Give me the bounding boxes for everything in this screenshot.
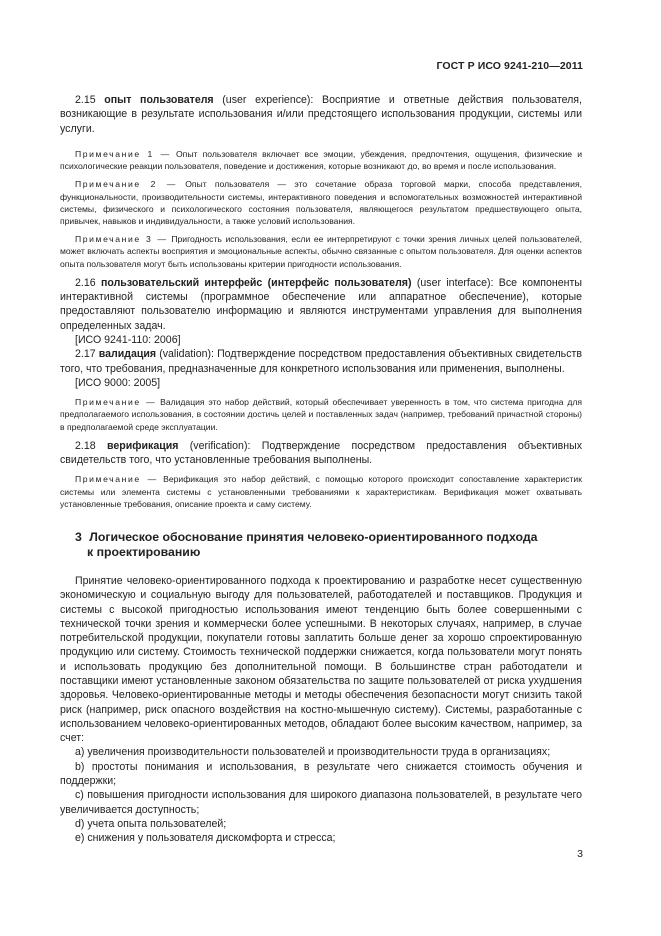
list-item: а) увеличения производительности пользователей и производительности труда в организациях;: [75, 746, 551, 759]
list-item: е) снижения у пользователя дискомфорта и стресса;: [75, 832, 336, 845]
note-label: Примечание 2 —: [75, 179, 177, 190]
note-label: Примечание 1 —: [75, 148, 171, 159]
note-label: Примечание —: [75, 474, 158, 485]
term-number: 2.15: [75, 94, 96, 106]
term-title: пользовательский интерфейс (интерфейс пользователя): [100, 276, 412, 289]
term-title: опыт пользователя: [104, 94, 214, 106]
term-english: (user interface):: [416, 276, 494, 289]
page-content: [60, 93, 582, 846]
list-item: с) повышения пригодности использования для широкого диапазона пользователей, в результате чего увеличивается доступность;: [60, 789, 582, 816]
term-english: (validation):: [159, 348, 214, 361]
section-heading: [60, 530, 582, 561]
term-title: валидация: [98, 348, 157, 361]
term-title: верификация: [106, 439, 179, 452]
note-text: Пригодность использования, если ее интерпретируют с точки зрения личных целей пользователей, может включать аспекты восприятия и эмоциональные аспекты, обычно связанные с опытом пользователя. Для оценки аспектов опыта пользователя могут быть использованы критерии пригодности использования.: [60, 234, 583, 269]
note-label: Примечание 3 —: [75, 234, 168, 245]
note-2-15-2: [60, 178, 582, 227]
term-number: 2.17: [75, 348, 96, 361]
term-english: (user experience):: [222, 94, 314, 106]
term-reference: [ИСО 9000: 2005]: [75, 376, 161, 389]
term-definition: Подтверждение посредством предоставления объективных свидетельств того, что установленные требования выполнены.: [60, 439, 583, 466]
page-number: 3: [577, 848, 583, 860]
note-label: Примечание —: [75, 397, 157, 408]
term-definition: Все компоненты интерактивной системы (программное обеспечение или аппаратное обеспечение), которые предоставляют пользователю информацию и являются инструментами управления для выполнения определенных задач.: [60, 276, 582, 332]
section-title-line2: к проектированию: [87, 545, 201, 560]
note-2-15-1: [60, 148, 582, 172]
note-text: Валидация это набор действий, который обеспечивает уверенность в том, что система пригодна для предполагаемого использования, в состоянии достичь целей и поставленных задач (например, требований причастной стороны) в предполагаемой среде эксплуатации.: [60, 397, 582, 432]
term-2-18: [60, 439, 582, 468]
term-2-17: [60, 347, 582, 376]
section-number: 3: [75, 529, 82, 544]
term-reference: [ИСО 9241-110: 2006]: [75, 333, 181, 346]
term-definition: Восприятие и ответные действия пользователя, возникающие в результате использования и/или предстоящего использования продукции, системы или услуги.: [60, 94, 582, 135]
section-intro-paragraph: Принятие человеко-ориентированного подхода к проектированию и разработке несет существенную экономическую и социальную выгоду для пользователей, работодателей и поставщиков. Продукция и системы с высокой пригодностью использования имеют тенденцию быть более совершенными с технической точки зрения и коммерчески более успешными. В некоторых случаях, например, в случае потребительской продукции, покупатели готовы заплатить больше денег за хорошо спроектированную продукцию или систему. Стоимость технической поддержки снижается, когда пользователи могут понять и использовать продукцию без дополнительной помощи. В большинстве стран работодатели и поставщики имеют установленные законом обязательства по защите пользователей от риска ухудшения здоровья. Человеко-ориентированные методы и методы обеспечения безопасности могут снизить такой риск (например, риск опасного воздействия на костно-мышечную систему). Системы, разработанные с использованием человеко-ориентированных методов, обладают более высоким качеством, например, за счет:: [60, 574, 582, 745]
term-definition: Подтверждение посредством предоставления объективных свидетельств того, что требования, предназначенные для конкретного использования или применения, выполнены.: [60, 348, 582, 375]
term-2-15: [60, 93, 582, 136]
note-text: Опыт пользователя включает все эмоции, убеждения, предпочтения, ощущения, физические и психологические реакции пользователя, поведение и достижения, которые возникают до, во время и после использования.: [60, 148, 583, 172]
term-english: (verification):: [189, 439, 251, 452]
note-2-18: [60, 473, 582, 510]
section-title-line1: Логическое обоснование принятия человеко-ориентированного подхода: [89, 529, 538, 544]
note-2-17: [60, 396, 582, 433]
term-number: 2.18: [75, 439, 96, 452]
document-header: ГОСТ Р ИСО 9241-210—2011: [436, 60, 583, 72]
list-item: b) простоты понимания и использования, в результате чего снижается стоимость обучения и поддержки;: [60, 760, 582, 788]
list-item: d) учета опыта пользователей;: [75, 817, 227, 830]
term-number: 2.16: [75, 276, 96, 289]
note-text: Верификация это набор действий, с помощью которого происходит сопоставление характеристик системы или элемента системы с установленными требованиями к характеристикам. Верификация может охватывать установленные требования, описание проекта и саму систему.: [60, 474, 582, 509]
note-text: Опыт пользователя — это сочетание образа торговой марки, способа представления, функциональности, производительности системы, интерактивного поведения и вспомогательных возможностей интерактивной системы, физического и психологического состояния пользователя, являющегося результатом предшествующего опыта, привычек, навыков и индивидуальности, а также условий использования.: [60, 179, 582, 226]
note-2-15-3: [60, 233, 582, 270]
term-2-16: [60, 276, 582, 333]
